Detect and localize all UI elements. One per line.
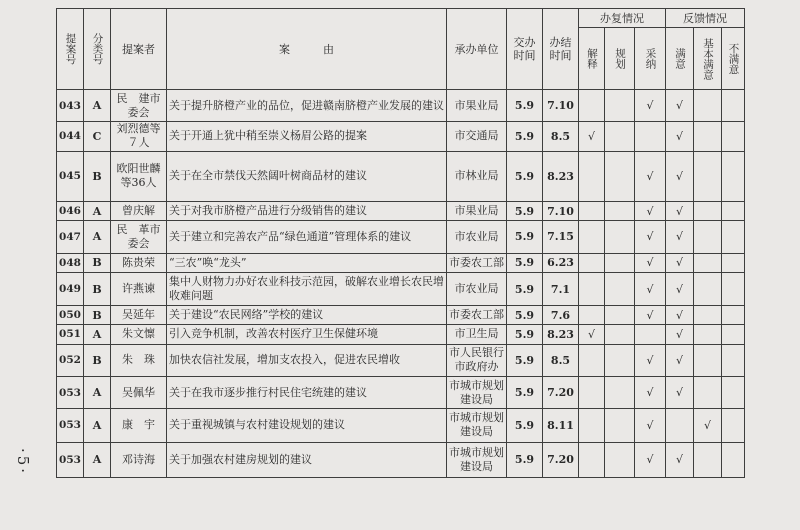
feedback-basic-cell	[694, 442, 722, 477]
handling-unit-cell: 市林业局	[447, 151, 507, 202]
assigned-date-cell: 5.9	[507, 151, 543, 202]
header-reply-adopt: 采纳	[635, 28, 666, 90]
reply-adopt-cell: √	[635, 202, 666, 221]
proposer-cell: 民 革市委会	[111, 221, 167, 253]
header-completed: 办结时间	[543, 9, 579, 90]
completed-date-cell: 7.1	[543, 272, 579, 305]
subject-cell: 关于建设“农民网络”学校的建议	[167, 306, 447, 325]
reply-plan-cell	[605, 253, 635, 272]
feedback-unsatisfied-cell	[722, 409, 745, 442]
assigned-date-cell: 5.9	[507, 409, 543, 442]
subject-cell: 关于加强农村建房规划的建议	[167, 442, 447, 477]
assigned-date-cell: 5.9	[507, 376, 543, 408]
header-feedback-basic: 基本满意	[694, 28, 722, 90]
feedback-unsatisfied-cell	[722, 325, 745, 344]
completed-date-cell: 8.5	[543, 122, 579, 151]
reply-explain-cell	[579, 202, 605, 221]
proposal-id: 047	[57, 221, 84, 253]
table-header	[57, 9, 745, 90]
proposer-cell: 康 宇	[111, 409, 167, 442]
handling-unit-cell: 市果业局	[447, 202, 507, 221]
feedback-basic-cell	[694, 272, 722, 305]
completed-date-cell: 7.10	[543, 202, 579, 221]
completed-date-cell: 8.5	[543, 344, 579, 376]
feedback-unsatisfied-cell	[722, 90, 745, 122]
assigned-date-cell: 5.9	[507, 325, 543, 344]
feedback-unsatisfied-cell	[722, 344, 745, 376]
reply-explain-cell	[579, 272, 605, 305]
category-code: C	[84, 122, 111, 151]
proposal-id: 043	[57, 90, 84, 122]
feedback-satisfied-cell: √	[666, 221, 694, 253]
feedback-basic-cell	[694, 253, 722, 272]
subject-cell: 关于在我市逐步推行村民住宅统建的建议	[167, 376, 447, 408]
header-reply-plan: 规划	[605, 28, 635, 90]
proposal-table	[56, 8, 745, 478]
feedback-basic-cell	[694, 376, 722, 408]
category-code: B	[84, 344, 111, 376]
proposer-cell: 刘烈德等７人	[111, 122, 167, 151]
feedback-unsatisfied-cell	[722, 221, 745, 253]
header-subject: 案 由	[167, 9, 447, 90]
subject-cell: 关于提升脐橙产业的品位，促进赣南脐橙产业发展的建议	[167, 90, 447, 122]
completed-date-cell: 8.23	[543, 151, 579, 202]
reply-plan-cell	[605, 90, 635, 122]
reply-adopt-cell: √	[635, 253, 666, 272]
reply-plan-cell	[605, 306, 635, 325]
feedback-basic-cell	[694, 306, 722, 325]
category-code: A	[84, 442, 111, 477]
reply-explain-cell	[579, 344, 605, 376]
proposal-id: 052	[57, 344, 84, 376]
assigned-date-cell: 5.9	[507, 253, 543, 272]
handling-unit-cell: 市城市规划建设局	[447, 376, 507, 408]
proposal-id: 053	[57, 409, 84, 442]
reply-adopt-cell: √	[635, 409, 666, 442]
header-feedback-satisfied: 满意	[666, 28, 694, 90]
completed-date-cell: 7.20	[543, 376, 579, 408]
reply-plan-cell	[605, 344, 635, 376]
feedback-satisfied-cell: √	[666, 90, 694, 122]
handling-unit-cell: 市交通局	[447, 122, 507, 151]
table-row	[57, 409, 745, 442]
completed-date-cell: 8.23	[543, 325, 579, 344]
proposer-cell: 曾庆解	[111, 202, 167, 221]
reply-adopt-cell	[635, 325, 666, 344]
page-number: ·5·	[14, 448, 32, 477]
table-row	[57, 376, 745, 408]
feedback-basic-cell	[694, 221, 722, 253]
feedback-unsatisfied-cell	[722, 376, 745, 408]
proposal-id: 053	[57, 376, 84, 408]
proposer-cell: 民 建市委会	[111, 90, 167, 122]
assigned-date-cell: 5.9	[507, 272, 543, 305]
reply-explain-cell	[579, 253, 605, 272]
reply-explain-cell: √	[579, 122, 605, 151]
reply-explain-cell	[579, 409, 605, 442]
subject-cell: 关于对我市脐橙产品进行分级销售的建议	[167, 202, 447, 221]
table-row	[57, 122, 745, 151]
feedback-satisfied-cell: √	[666, 122, 694, 151]
table-row	[57, 253, 745, 272]
reply-plan-cell	[605, 325, 635, 344]
assigned-date-cell: 5.9	[507, 202, 543, 221]
reply-adopt-cell: √	[635, 151, 666, 202]
assigned-date-cell: 5.9	[507, 442, 543, 477]
reply-plan-cell	[605, 151, 635, 202]
header-proposer: 提案者	[111, 9, 167, 90]
feedback-basic-cell	[694, 202, 722, 221]
reply-adopt-cell: √	[635, 344, 666, 376]
table-row	[57, 272, 745, 305]
feedback-basic-cell	[694, 151, 722, 202]
table-row	[57, 221, 745, 253]
reply-plan-cell	[605, 202, 635, 221]
subject-cell: 关于建立和完善农产品“绿色通道”管理体系的建议	[167, 221, 447, 253]
table-row	[57, 202, 745, 221]
feedback-satisfied-cell: √	[666, 202, 694, 221]
reply-explain-cell	[579, 376, 605, 408]
proposer-cell: 吴佩华	[111, 376, 167, 408]
table-row	[57, 442, 745, 477]
feedback-satisfied-cell: √	[666, 376, 694, 408]
reply-plan-cell	[605, 221, 635, 253]
handling-unit-cell: 市委农工部	[447, 253, 507, 272]
proposal-id: 044	[57, 122, 84, 151]
table-row	[57, 344, 745, 376]
feedback-unsatisfied-cell	[722, 306, 745, 325]
assigned-date-cell: 5.9	[507, 306, 543, 325]
reply-plan-cell	[605, 442, 635, 477]
category-code: A	[84, 221, 111, 253]
proposer-cell: 欧阳世麟等36人	[111, 151, 167, 202]
header-id: 提案号	[57, 9, 84, 90]
subject-cell: 加快农信社发展，增加支农投入，促进农民增收	[167, 344, 447, 376]
feedback-unsatisfied-cell	[722, 272, 745, 305]
handling-unit-cell: 市委农工部	[447, 306, 507, 325]
feedback-satisfied-cell: √	[666, 442, 694, 477]
reply-plan-cell	[605, 409, 635, 442]
subject-cell: 关于开通上犹中稍至崇义杨眉公路的提案	[167, 122, 447, 151]
proposal-id: 045	[57, 151, 84, 202]
reply-explain-cell	[579, 90, 605, 122]
subject-cell: 关于在全市禁伐天然阔叶树商品材的建议	[167, 151, 447, 202]
category-code: A	[84, 90, 111, 122]
proposer-cell: 朱 珠	[111, 344, 167, 376]
feedback-satisfied-cell: √	[666, 325, 694, 344]
handling-unit-cell: 市农业局	[447, 221, 507, 253]
assigned-date-cell: 5.9	[507, 344, 543, 376]
feedback-unsatisfied-cell	[722, 202, 745, 221]
reply-adopt-cell: √	[635, 376, 666, 408]
header-feedback-unsatisfied: 不满意	[722, 28, 745, 90]
reply-adopt-cell: √	[635, 306, 666, 325]
table-row	[57, 306, 745, 325]
handling-unit-cell: 市城市规划建设局	[447, 409, 507, 442]
handling-unit-cell: 市卫生局	[447, 325, 507, 344]
feedback-unsatisfied-cell	[722, 151, 745, 202]
category-code: A	[84, 325, 111, 344]
feedback-basic-cell	[694, 122, 722, 151]
reply-explain-cell	[579, 151, 605, 202]
category-code: B	[84, 272, 111, 305]
subject-cell: “三农”唤“龙头”	[167, 253, 447, 272]
handling-unit-cell: 市城市规划建设局	[447, 442, 507, 477]
table-row	[57, 325, 745, 344]
feedback-basic-cell	[694, 325, 722, 344]
proposal-id: 048	[57, 253, 84, 272]
category-code: A	[84, 409, 111, 442]
subject-cell: 关于重视城镇与农村建设规划的建议	[167, 409, 447, 442]
proposer-cell: 邓诗海	[111, 442, 167, 477]
reply-explain-cell	[579, 442, 605, 477]
feedback-unsatisfied-cell	[722, 442, 745, 477]
reply-plan-cell	[605, 272, 635, 305]
proposal-id: 046	[57, 202, 84, 221]
feedback-satisfied-cell: √	[666, 151, 694, 202]
feedback-unsatisfied-cell	[722, 253, 745, 272]
feedback-satisfied-cell	[666, 409, 694, 442]
reply-adopt-cell: √	[635, 221, 666, 253]
table-row	[57, 151, 745, 202]
proposer-cell: 许燕谏	[111, 272, 167, 305]
feedback-satisfied-cell: √	[666, 272, 694, 305]
feedback-unsatisfied-cell	[722, 122, 745, 151]
reply-adopt-cell: √	[635, 442, 666, 477]
reply-plan-cell	[605, 376, 635, 408]
completed-date-cell: 8.11	[543, 409, 579, 442]
feedback-satisfied-cell: √	[666, 253, 694, 272]
feedback-basic-cell	[694, 344, 722, 376]
category-code: A	[84, 376, 111, 408]
reply-explain-cell: √	[579, 325, 605, 344]
subject-cell: 引入竞争机制，改善农村医疗卫生保健环境	[167, 325, 447, 344]
feedback-satisfied-cell: √	[666, 344, 694, 376]
feedback-satisfied-cell: √	[666, 306, 694, 325]
completed-date-cell: 7.15	[543, 221, 579, 253]
proposer-cell: 陈贵荣	[111, 253, 167, 272]
completed-date-cell: 7.20	[543, 442, 579, 477]
reply-explain-cell	[579, 221, 605, 253]
reply-plan-cell	[605, 122, 635, 151]
reply-adopt-cell: √	[635, 272, 666, 305]
category-code: A	[84, 202, 111, 221]
proposal-id: 053	[57, 442, 84, 477]
reply-adopt-cell: √	[635, 90, 666, 122]
proposal-id: 049	[57, 272, 84, 305]
category-code: B	[84, 253, 111, 272]
table-row	[57, 90, 745, 122]
table-body	[57, 90, 745, 478]
handling-unit-cell: 市果业局	[447, 90, 507, 122]
handling-unit-cell: 市农业局	[447, 272, 507, 305]
category-code: B	[84, 306, 111, 325]
completed-date-cell: 6.23	[543, 253, 579, 272]
proposer-cell: 朱文懔	[111, 325, 167, 344]
assigned-date-cell: 5.9	[507, 90, 543, 122]
proposal-id: 050	[57, 306, 84, 325]
feedback-basic-cell: √	[694, 409, 722, 442]
completed-date-cell: 7.6	[543, 306, 579, 325]
subject-cell: 集中人财物力办好农业科技示范园，破解农业增长农民增收难问题	[167, 272, 447, 305]
proposal-id: 051	[57, 325, 84, 344]
reply-explain-cell	[579, 306, 605, 325]
header-reply-group: 办复情况	[579, 9, 666, 28]
header-assigned: 交办时间	[507, 9, 543, 90]
category-code: B	[84, 151, 111, 202]
assigned-date-cell: 5.9	[507, 122, 543, 151]
header-reply-explain: 解释	[579, 28, 605, 90]
header-feedback-group: 反馈情况	[666, 9, 745, 28]
header-unit: 承办单位	[447, 9, 507, 90]
completed-date-cell: 7.10	[543, 90, 579, 122]
handling-unit-cell: 市人民银行市政府办	[447, 344, 507, 376]
feedback-basic-cell	[694, 90, 722, 122]
reply-adopt-cell	[635, 122, 666, 151]
assigned-date-cell: 5.9	[507, 221, 543, 253]
header-category: 分类号	[84, 9, 111, 90]
proposer-cell: 吴延年	[111, 306, 167, 325]
